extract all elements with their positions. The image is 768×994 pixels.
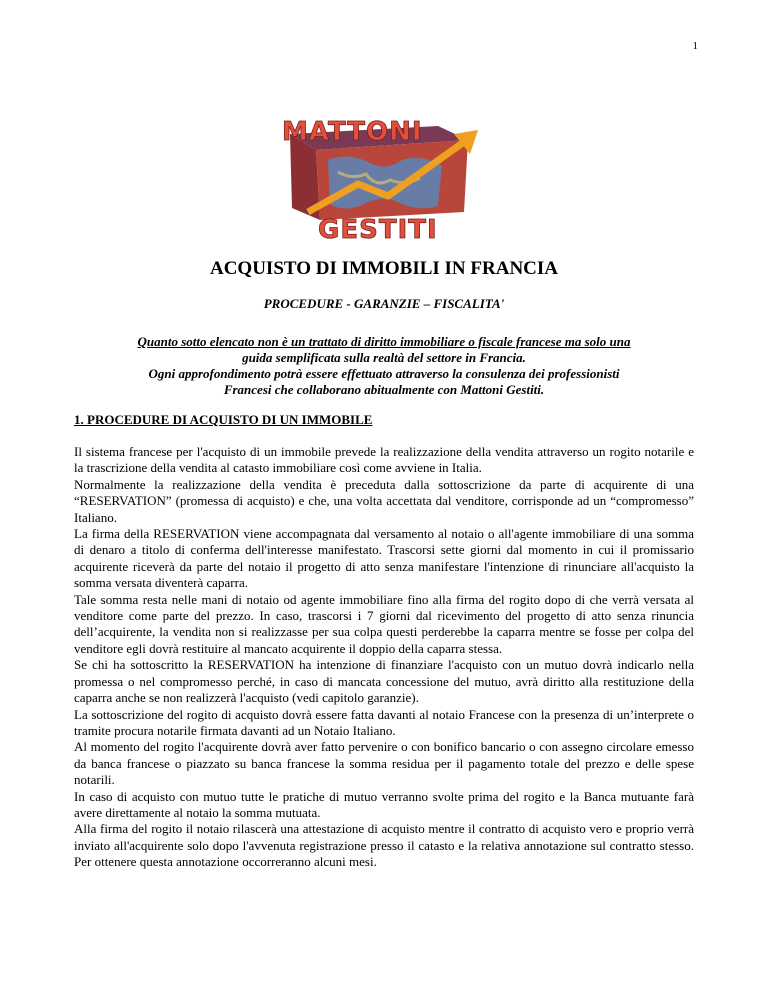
paragraph: Normalmente la realizzazione della vendita è preceduta dalla sottoscrizione da parte di acquirente di una “RESERVATION” (promessa di acquisto) e che, una volta accettata dal venditore, corrisponde ad un “compromesso” Italiano. <box>74 476 694 525</box>
disclaimer <box>74 334 694 398</box>
paragraph: Se chi ha sottoscritto la RESERVATION ha intenzione di finanziare l'acquisto con un mutuo dovrà indicarlo nella promessa o nel compromesso perché, in caso di mancata concessione del mutuo, avrà diritto alla restituzione della caparra anche se non realizzerà l'acquisto (vedi capitolo garanzie). <box>74 657 694 706</box>
document-title: ACQUISTO DI IMMOBILI IN FRANCIA <box>209 258 559 279</box>
paragraph: La firma della RESERVATION viene accompagnata dal versamento al notaio o all'agente immobiliare di una somma di denaro a titolo di conferma dell'interesse manifestato. Trascorsi sette giorni dal momento in cui il promissario acquirente riceverà da parte del notaio il progetto di atto senza manifestare l'intenzione di rinunciare all'acquisto la somma versata diventerà caparra. <box>74 526 694 591</box>
disclaimer-line-1: Quanto sotto elencato non è un trattato di diritto immobiliare o fiscale francese ma solo una <box>137 334 631 349</box>
page-number: 1 <box>692 40 698 52</box>
disclaimer-line-4: Francesi che collaborano abitualmente con Mattoni Gestiti. <box>223 382 545 397</box>
logo-text-top: MATTONI <box>282 117 423 147</box>
mattoni-gestiti-logo <box>268 112 492 244</box>
logo-text-bottom: GESTITI <box>318 215 438 244</box>
paragraph: Il sistema francese per l'acquisto di un immobile prevede la realizzazione della vendita attraverso un rogito notarile e la trascrizione della vendita al catasto immobiliare così come avviene in Italia. <box>74 444 694 476</box>
paragraph: Alla firma del rogito il notaio rilascerà una attestazione di acquisto mentre il contratto di acquisto vero e proprio verrà inviato all'acquirente solo dopo l'avvenuta registrazione presso il catasto e la relativa annotazione sul contratto stesso. Per ottenere questa annotazione occorreranno alcuni mesi. <box>74 821 694 870</box>
body-text <box>74 444 694 871</box>
document-subtitle: PROCEDURE - GARANZIE – FISCALITA' <box>263 296 505 311</box>
paragraph: Al momento del rogito l'acquirente dovrà aver fatto pervenire o con bonifico bancario o con assegno circolare emesso da banca francese o piazzato su banca francese la somma residua per il pagamento totale del prezzo e delle spese notarili. <box>74 739 694 788</box>
disclaimer-line-2: guida semplificata sulla realtà del settore in Francia. <box>242 350 526 365</box>
paragraph: In caso di acquisto con mutuo tutte le pratiche di mutuo verranno svolte prima del rogito e la Banca mutuante farà avere direttamente al notaio la somma mutuata. <box>74 788 694 820</box>
paragraph: La sottoscrizione del rogito di acquisto dovrà essere fatta davanti al notaio Francese con la presenza di un’interprete o tramite procura notarile firmata davanti ad un Notaio Italiano. <box>74 706 694 738</box>
paragraph: Tale somma resta nelle mani di notaio od agente immobiliare fino alla firma del rogito dopo di che verrà versata al venditore come parte del prezzo. In caso, trascorsi i 7 giorni dal ricevimento del progetto di atto senza rinuncia dell’acquirente, la vendita non si realizzasse per sua colpa questi perderebbe la caparra mentre se fosse per colpa del venditore egli dovrà restituire al mancato acquirente il doppio della caparra stessa. <box>74 591 694 656</box>
section-heading: 1. PROCEDURE DI ACQUISTO DI UN IMMOBILE <box>74 412 373 427</box>
disclaimer-line-3: Ogni approfondimento potrà essere effettuato attraverso la consulenza dei professionisti <box>148 366 620 381</box>
